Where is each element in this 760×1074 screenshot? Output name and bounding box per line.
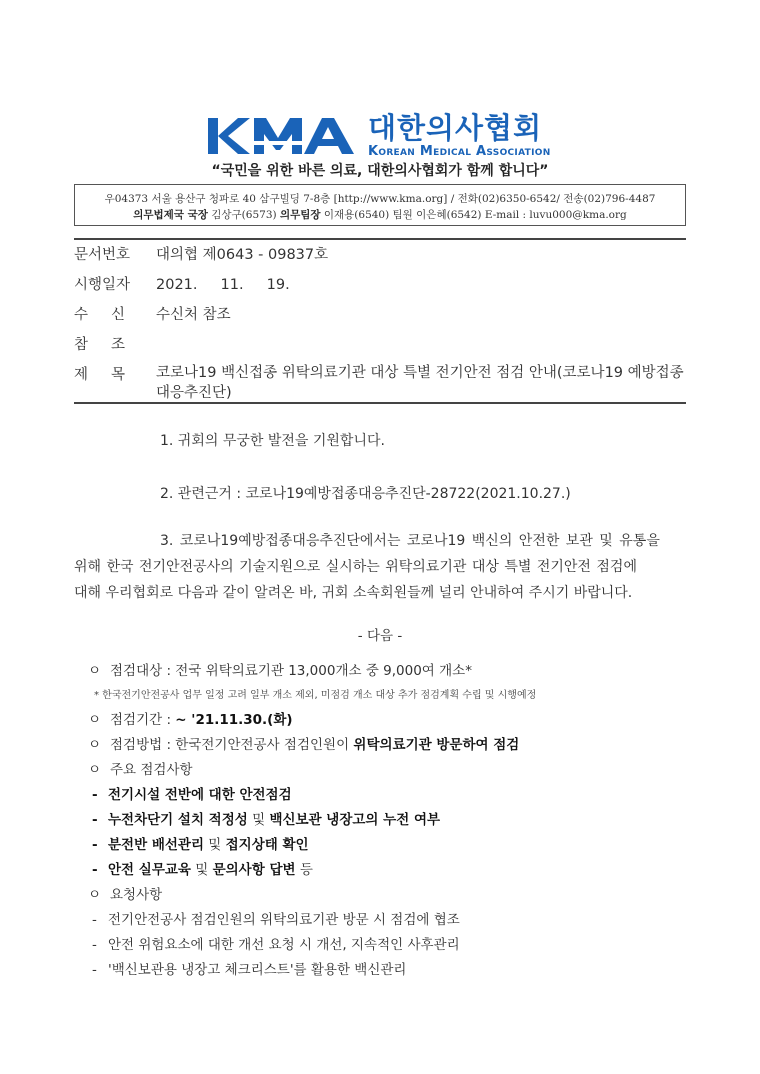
check-item-4-end: 등 — [295, 862, 313, 878]
request-3 — [92, 958, 406, 978]
doc-number-row — [74, 243, 328, 264]
date-label: 시행일자 — [74, 277, 131, 293]
doc-number: 대의협 제0643 - 09837호 — [156, 247, 329, 263]
check-item-4-part-a: 안전 실무교육 — [108, 862, 191, 878]
paragraph-3-line-2: 위해 한국 전기안전공사의 기술지원으로 실시하는 위탁의료기관 대상 특별 전기안전 점검에 — [74, 559, 637, 575]
check-item-2-part-b: 백신보관 냉장고의 누전 여부 — [269, 812, 441, 828]
check-item-4 — [92, 858, 313, 878]
target-note: * 한국전기안전공사 업무 일정 고려 일부 개소 제외, 미점검 개소 대상 추가 점검계획 수립 및 시행예정 — [94, 690, 537, 701]
method-value: 위탁의료기관 방문하여 점검 — [353, 737, 520, 753]
period-value: ~ '21.11.30.(화) — [175, 712, 293, 728]
reference-row — [74, 333, 156, 354]
method-item — [88, 733, 519, 753]
subject-divider — [74, 402, 686, 404]
method-label: 점검방법 : 한국전기안전공사 점검인원이 — [110, 737, 354, 753]
kma-logo-mark — [208, 116, 358, 156]
dash: - — [92, 962, 97, 978]
contact-box — [74, 184, 686, 226]
dash: - — [92, 787, 98, 803]
recipient-row — [74, 303, 231, 324]
request-3-text: '백신보관용 냉장고 체크리스트'를 활용한 백신관리 — [108, 962, 407, 978]
request-2 — [92, 933, 460, 953]
contact-rest: 이재용(6540) 팀원 이은혜(6542) E-mail : luvu000@kma.org — [323, 209, 627, 221]
next-heading: - 다음 - — [357, 628, 403, 644]
dash: - — [92, 912, 97, 928]
circle-bullet-icon: ㅇ — [88, 887, 102, 903]
subject-label: 제 목 — [74, 367, 126, 383]
circle-bullet-icon: ㅇ — [88, 762, 102, 778]
paragraph-2: 2. 관련근거 : 코로나19예방접종대응추진단-28722(2021.10.27.) — [160, 486, 571, 502]
kma-logo — [208, 112, 551, 160]
dept-label: 의무법제국 국장 — [133, 209, 208, 221]
date-value: 2021. 11. 19. — [156, 277, 290, 293]
paragraph-3-line-3: 대해 우리협회로 다음과 같이 알려온 바, 귀회 소속회원들께 널리 안내하여 주시기 바랍니다. — [74, 585, 633, 601]
requests-title — [88, 883, 162, 903]
request-2-text: 안전 위험요소에 대한 개선 요청 시 개선, 지속적인 사후관리 — [108, 937, 460, 953]
dept-head: 김상구(6573) — [211, 209, 277, 221]
circle-bullet-icon: ㅇ — [88, 663, 102, 679]
check-item-3-part-a: 분전반 배선관리 — [108, 837, 204, 853]
recipient-value: 수신처 참조 — [156, 307, 231, 323]
check-item-2 — [92, 808, 440, 828]
dash: - — [92, 812, 98, 828]
period-label: 점검기간 : — [110, 712, 176, 728]
check-item-2-part-a: 누전차단기 설치 적정성 — [108, 812, 248, 828]
subject-label-row — [74, 363, 156, 384]
target-item — [88, 659, 472, 679]
slogan: “국민을 위한 바른 의료, 대한의사협회가 함께 합니다” — [211, 163, 549, 179]
circle-bullet-icon: ㅇ — [88, 737, 102, 753]
check-item-3 — [92, 833, 309, 853]
items-title — [88, 758, 193, 778]
target-text: 점검대상 : 전국 위탁의료기관 13,000개소 중 9,000여 개소* — [110, 663, 472, 679]
paragraph-1: 1. 귀회의 무궁한 발전을 기원합니다. — [160, 433, 385, 449]
check-item-3-mid: 및 — [204, 837, 226, 853]
team-label: 의무팀장 — [279, 209, 321, 221]
items-title-text: 주요 점검사항 — [110, 762, 193, 778]
check-item-4-mid: 및 — [190, 862, 213, 878]
reference-label: 참 조 — [74, 337, 126, 353]
paragraph-3-line-1: 3. 코로나19예방접종대응추진단에서는 코로나19 백신의 안전한 보관 및 유통을 — [160, 533, 660, 549]
dash: - — [92, 862, 98, 878]
doc-number-label: 문서번호 — [74, 247, 131, 263]
dash: - — [92, 937, 97, 953]
date-row — [74, 273, 290, 294]
subject-text: 코로나19 백신접종 위탁의료기관 대상 특별 전기안전 점검 안내(코로나19 예방접종대응추진단) — [156, 365, 684, 401]
check-item-1 — [92, 783, 292, 803]
requests-title-text: 요청사항 — [110, 887, 163, 903]
dash: - — [92, 837, 98, 853]
check-item-3-part-b: 접지상태 확인 — [225, 837, 309, 853]
check-item-4-part-b: 문의사항 답변 — [212, 862, 296, 878]
period-item — [88, 708, 293, 728]
check-item-1-text: 전기시설 전반에 대한 안전점검 — [108, 787, 292, 803]
org-name-en: Korean Medical Association — [368, 144, 551, 159]
check-item-2-mid: 및 — [247, 812, 270, 828]
recipient-label: 수 신 — [74, 307, 126, 323]
top-divider — [74, 238, 686, 240]
contact-line-1: 우04373 서울 용산구 청파로 40 삼구빌딩 7-8층 [http://www.kma.org] / 전화(02)6350-6542/ 전송(02)796-4487 — [104, 193, 656, 205]
contact-line-2 — [75, 207, 685, 222]
circle-bullet-icon: ㅇ — [88, 712, 102, 728]
org-name-ko: 대한의사협회 — [368, 111, 543, 145]
request-1-text: 전기안전공사 점검인원의 위탁의료기관 방문 시 점검에 협조 — [108, 912, 460, 928]
request-1 — [92, 908, 460, 928]
